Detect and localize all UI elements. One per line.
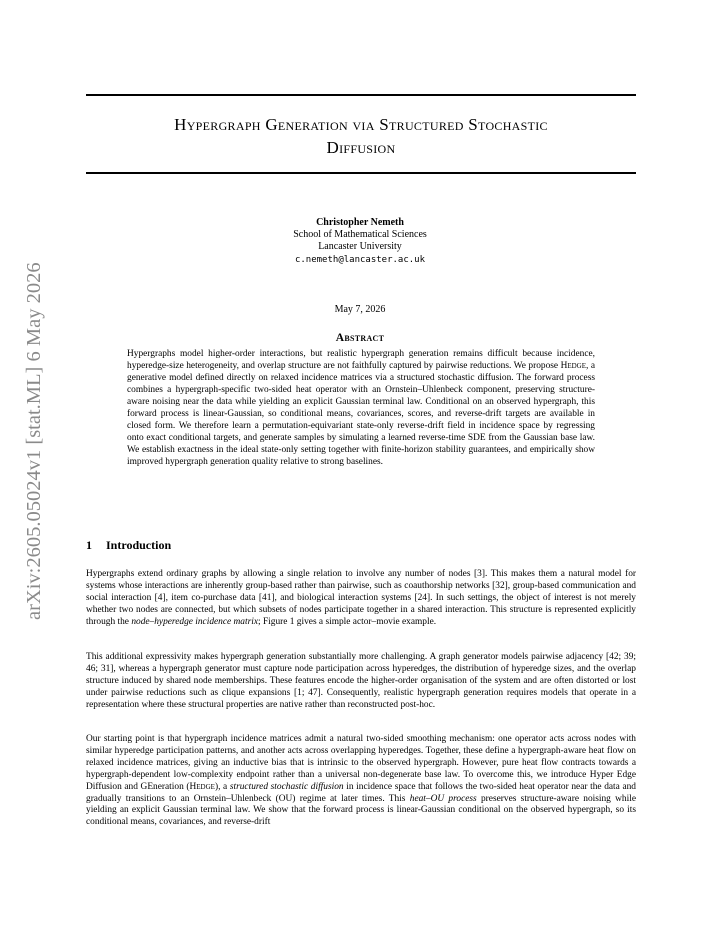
abstract-heading: Abstract	[335, 332, 385, 344]
paper-date: May 7, 2026	[334, 304, 386, 315]
author-university: Lancaster University	[318, 241, 402, 252]
paper-title-line-2: Diffusion	[326, 138, 396, 157]
section-title: Introduction	[106, 538, 172, 552]
author-school: School of Mathematical Sciences	[293, 229, 427, 240]
intro-paragraph-1: Hypergraphs extend ordinary graphs by allowing a single relation to involve any number of nodes [3]. This makes them a natural model for systems whose interactions are inherently group-based rather than pairwise, such as coauthorship networks [32], group-based communication and social interaction [4], item co-purchase data [41], and biological interaction systems [24]. In such settings, the object of interest is not merely whether two nodes are connected, but which subsets of nodes participate together in a shared interaction. This structure is represented explicitly through the node–hyperedge incidence matrix; Figure 1 gives a simple actor–movie example.	[86, 569, 636, 627]
section-number: 1	[86, 538, 92, 552]
abstract-body: Hypergraphs model higher-order interactions, but realistic hypergraph generation remains difficult because incidence, hyperedge-size heterogeneity, and overlap structure are not faithfully captured by pairwise reductions. We propose Hedge, a generative model defined directly on relaxed incidence matrices via a structured stochastic diffusion. The forward process combines a hypergraph-specific two-sided heat operator with an Ornstein–Uhlenbeck component, preserving structure-aware noising near the data while yielding an explicit Gaussian terminal law. Conditional on an observed hypergraph, this forward process is linear-Gaussian, so conditional means, covariances, scores, and reverse-drift targets are available in closed form. We therefore learn a permutation-equivariant state-only reverse-drift field in incidence space by regressing onto exact conditional targets, and generate samples by simulating a learned reverse-time SDE from the Gaussian base law. We establish exactness in the ideal state-only setting together with finite-horizon stability guarantees, and empirically show improved hypergraph generation quality relative to strong baselines.	[127, 349, 595, 467]
intro-paragraph-3: Our starting point is that hypergraph incidence matrices admit a natural two-sided smoothing mechanism: one operator acts across nodes with similar hyperedge participation patterns, and another acts across overlapping hyperedges. Together, these define a hypergraph-aware heat flow on relaxed incidence matrices, giving an inductive bias that is intrinsic to the observed hypergraph. However, pure heat flow contracts towards a hypergraph-dependent low-complexity endpoint rather than a universal non-degenerate base law. To overcome this, we introduce Hyper Edge Diffusion and GEneration (Hedge), a structured stochastic diffusion in incidence space that follows the two-sided heat operator near the data and gradually transitions to an Ornstein–Uhlenbeck (OU) regime at later times. This heat–OU process preserves structure-aware noising while yielding an explicit Gaussian terminal law. We show that the forward process is linear-Gaussian conditional on the observed hypergraph, so its conditional means, covariances, and reverse-drift	[86, 734, 636, 828]
author-email[interactable]: c.nemeth@lancaster.ac.uk	[294, 255, 426, 265]
intro-paragraph-2: This additional expressivity makes hypergraph generation substantially more challenging. A graph generator models pairwise adjacency [42; 39; 46; 31], whereas a hypergraph generator must capture node participation across hyperedges, the distribution of hyperedge sizes, and the overlap structure induced by shared node memberships. These features encode the higher-order organisation of the system and are often distorted or lost under pairwise reductions such as clique expansions [1; 47]. Consequently, realistic hypergraph generation requires models that operate in a representation where these structural properties are native rather than reconstructed post-hoc.	[86, 652, 636, 710]
arxiv-identifier[interactable]: arXiv:2605.05024v1 [stat.ML] 6 May 2026	[23, 262, 45, 620]
paper-title: Hypergraph Generation via Structured Stochastic	[174, 115, 548, 134]
title-rule-bottom	[86, 172, 636, 174]
section-heading	[86, 538, 171, 553]
title-rule-top	[86, 94, 636, 96]
author-name: Christopher Nemeth	[316, 217, 404, 228]
